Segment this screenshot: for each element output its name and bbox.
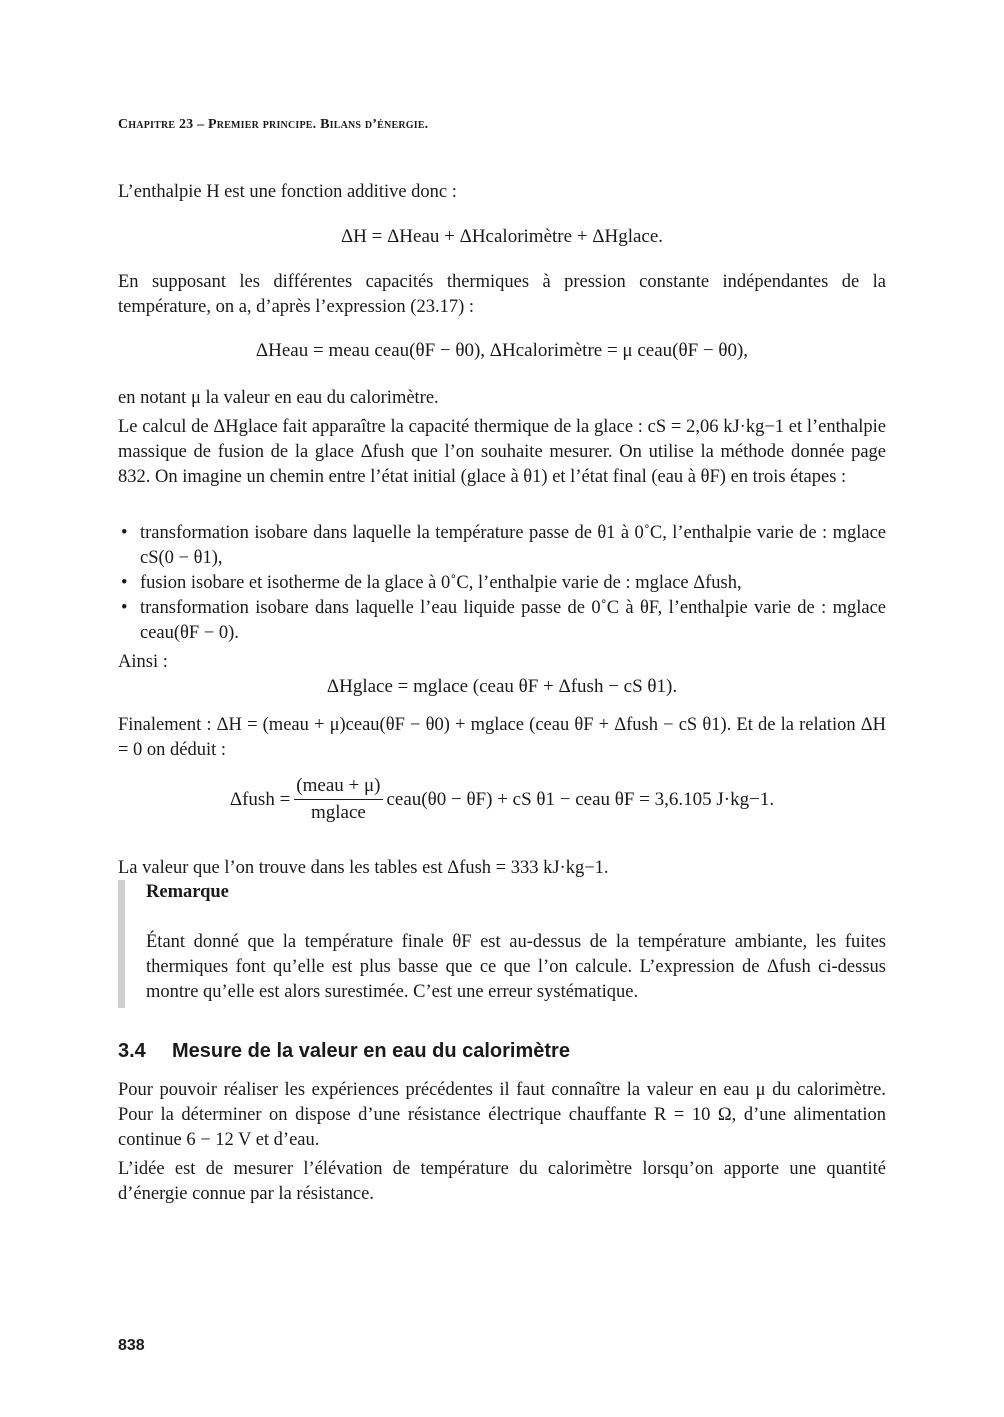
fraction-denominator: mglace — [310, 802, 366, 823]
section-heading — [118, 1040, 570, 1063]
equation-water-calorimeter: ΔHeau = meau ceau(θF − θ0), ΔHcalorimètre = μ ceau(θF − θ0), — [255, 340, 749, 361]
paragraph-ice-calculation: Le calcul de ΔHglace fait apparaître la capacité thermique de la glace : cS = 2,06 kJ·kg−1 et l’enthalpie massique de fusion de la glace Δfush que l’on souhaite mesurer. On utilise la méthode donnée page 832. On imagine un chemin entre l’état initial (glace à θ1) et l’état final (eau à θF) en trois étapes : — [118, 417, 886, 487]
section-title: Mesure de la valeur en eau du calorimètre — [172, 1040, 570, 1062]
fraction-numerator: (meau + μ) — [294, 775, 382, 800]
equation-ice-enthalpy: ΔHglace = mglace (ceau θF + Δfush − cS θ1). — [326, 676, 678, 697]
paragraph-idea: L’idée est de mesurer l’élévation de température du calorimètre lorsqu’on apporte une quantité d’énergie connue par la résistance. — [118, 1159, 886, 1204]
list-item: • transformation isobare dans laquelle la température passe de θ1 à 0˚C, l’enthalpie varie de : mglace cS(0 − θ1), — [118, 521, 886, 571]
remark-body: Étant donné que la température finale θF est au-dessus de la température ambiante, les fuites thermiques font qu’elle est plus basse que ce que l’on calcule. L’expression de Δfush ci-dessus montre qu’elle est alors surestimée. C’est une erreur systématique. — [146, 932, 886, 1002]
steps-list — [118, 521, 886, 646]
paragraph-table-value: La valeur que l’on trouve dans les tables est Δfush = 333 kJ·kg−1. — [118, 858, 609, 878]
remark-title: Remarque — [146, 882, 229, 902]
paragraph-calorimeter-measure: Pour pouvoir réaliser les expériences précédentes il faut connaître la valeur en eau μ du calorimètre. Pour la déterminer on dispose d’une résistance électrique chauffante R = 10 Ω, d’une alimentation continue 6 − 12 V et d’eau. — [118, 1080, 886, 1150]
equation-lhs: Δfush = — [229, 788, 291, 810]
running-header: Chapitre 23 – Premier principe. Bilans d’énergie. — [118, 117, 429, 132]
paragraph-finally: Finalement : ΔH = (meau + μ)ceau(θF − θ0) + mglace (ceau θF + Δfush − cS θ1). Et de la relation ΔH = 0 on déduit : — [118, 715, 886, 760]
section-number: 3.4 — [118, 1040, 146, 1062]
list-item: • fusion isobare et isotherme de la glace à 0˚C, l’enthalpie varie de : mglace Δfush, — [118, 571, 886, 596]
paragraph-mu-definition: en notant μ la valeur en eau du calorimètre. — [118, 388, 439, 408]
list-item: • transformation isobare dans laquelle l’eau liquide passe de 0˚C à θF, l’enthalpie varie de : mglace ceau(θF − 0). — [118, 596, 886, 646]
paragraph-ainsi: Ainsi : — [118, 652, 168, 672]
equation-fusion-enthalpy — [118, 775, 886, 824]
equation-total-enthalpy: ΔH = ΔHeau + ΔHcalorimètre + ΔHglace. — [340, 226, 664, 247]
paragraph-heat-capacities: En supposant les différentes capacités thermiques à pression constante indépendantes de la température, on a, d’après l’expression (23.17) : — [118, 272, 886, 317]
page-number: 838 — [118, 1337, 145, 1354]
paragraph-enthalpy-additive: L’enthalpie H est une fonction additive donc : — [118, 182, 457, 202]
equation-rhs: ceau(θ0 − θF) + cS θ1 − ceau θF = 3,6.105 J·kg−1. — [386, 788, 775, 810]
fraction — [294, 775, 382, 824]
remark-box — [118, 880, 886, 1008]
